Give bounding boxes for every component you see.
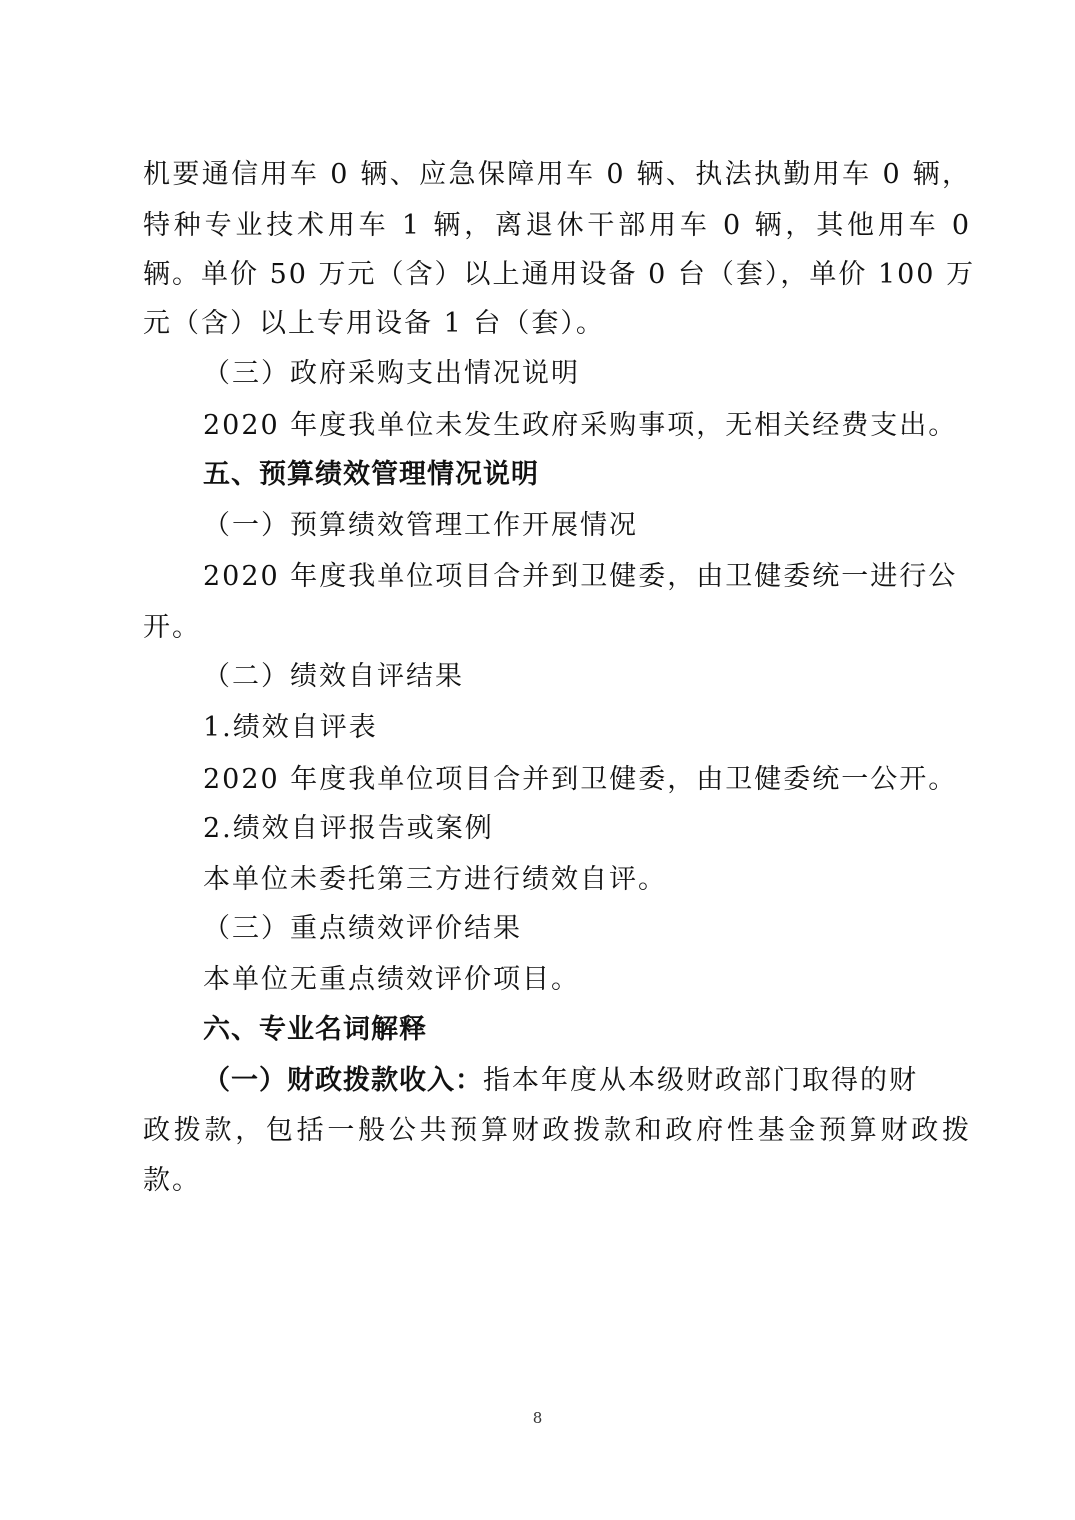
term-definition-text: 指本年度从本级财政部门取得的财 [483, 1065, 918, 1096]
paragraph-line: 政拨款，包括一般公共预算财政拨款和政府性基金预算财政拨 [143, 1115, 971, 1146]
subsection-heading: （三）重点绩效评价结果 [203, 913, 522, 944]
subsection-heading: （一）预算绩效管理工作开展情况 [203, 510, 638, 541]
paragraph-line: 辆。单价 50 万元（含）以上通用设备 0 台（套），单价 100 万 [143, 259, 976, 290]
term-label: （一）财政拨款收入： [203, 1065, 483, 1096]
section-heading: 六、专业名词解释 [203, 1014, 427, 1045]
list-heading: 1.绩效自评表 [203, 712, 378, 743]
paragraph-line: 机要通信用车 0 辆、应急保障用车 0 辆、执法执勤用车 0 辆， [143, 159, 971, 190]
paragraph-line: 开。 [143, 612, 201, 643]
paragraph-line: 本单位未委托第三方进行绩效自评。 [203, 864, 667, 895]
paragraph-line: 本单位无重点绩效评价项目。 [203, 964, 580, 995]
paragraph-line: 2020 年度我单位项目合并到卫健委，由卫健委统一公开。 [203, 764, 958, 795]
subsection-heading: （二）绩效自评结果 [203, 661, 464, 692]
subsection-heading: （三）政府采购支出情况说明 [203, 358, 580, 389]
paragraph-line: 2020 年度我单位项目合并到卫健委，由卫健委统一进行公 [203, 561, 958, 592]
list-heading: 2.绩效自评报告或案例 [203, 813, 494, 844]
paragraph-line: 元（含）以上专用设备 1 台（套）。 [143, 308, 605, 339]
paragraph-line: 2020 年度我单位未发生政府采购事项，无相关经费支出。 [203, 410, 958, 441]
section-heading: 五、预算绩效管理情况说明 [203, 459, 539, 490]
paragraph-line: 特种专业技术用车 1 辆，离退休干部用车 0 辆，其他用车 0 [143, 210, 971, 241]
term-definition-line [203, 1063, 935, 1099]
page-number: 8 [532, 1409, 543, 1427]
paragraph-line: 款。 [143, 1165, 201, 1196]
